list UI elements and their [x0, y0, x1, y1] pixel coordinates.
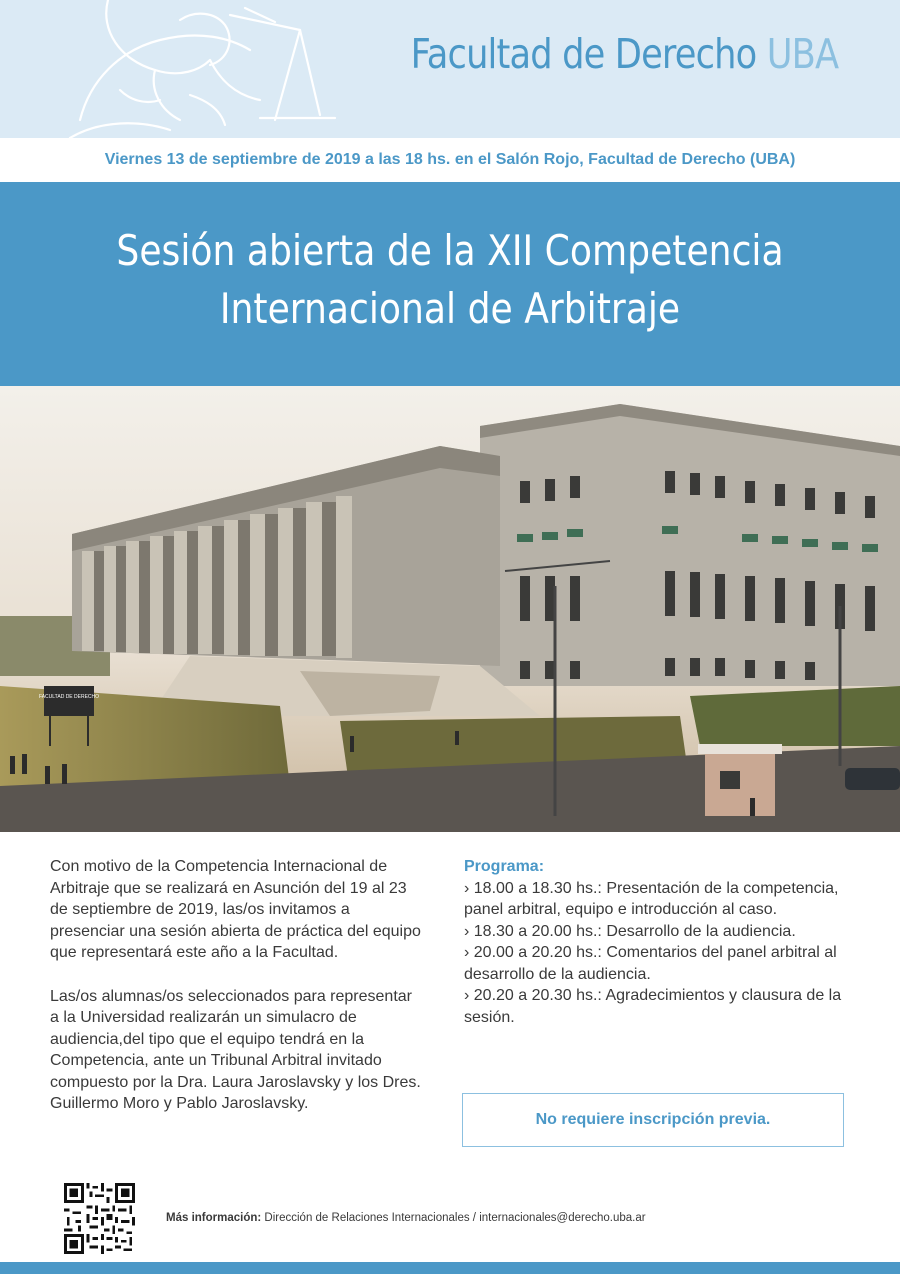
- registration-notice: No requiere inscripción previa.: [462, 1093, 844, 1147]
- brand-main: Facultad de Derecho: [410, 30, 757, 78]
- program: [464, 856, 854, 1028]
- header: [0, 0, 900, 138]
- program-item: › 20.20 a 20.30 hs.: Agradecimientos y clausura de la sesión.: [464, 987, 842, 1026]
- campus-sign-text: FACULTAD DE DERECHO: [38, 694, 100, 700]
- event-date-line: Viernes 13 de septiembre de 2019 a las 18 hs. en el Salón Rojo, Facultad de Derecho (UBA): [104, 151, 796, 168]
- brand-accent: UBA: [766, 30, 838, 78]
- title-banner: [0, 182, 900, 386]
- description: [50, 856, 422, 1137]
- building-photo: [0, 386, 900, 832]
- qr-code-icon: [64, 1183, 135, 1254]
- program-item: › 18.30 a 20.00 hs.: Desarrollo de la audiencia.: [464, 922, 796, 940]
- description-paragraph-1: Con motivo de la Competencia Internacional de Arbitraje que se realizará en Asunción del 19 al 23 de septiembre de 2019, las/os invitamos a presenciar una sesión abierta de práctica del equipo que representará este año a la Facultad.: [50, 858, 421, 961]
- program-item: › 18.00 a 18.30 hs.: Presentación de la competencia, panel arbitral, equipo e introducción al caso.: [464, 879, 839, 918]
- bottom-bar: [0, 1262, 900, 1274]
- program-title: Programa:: [464, 858, 545, 875]
- more-info-label: Más información:: [166, 1212, 262, 1224]
- event-title: [63, 222, 837, 338]
- event-title-line1: Sesión abierta de la XII Competencia: [116, 226, 784, 275]
- more-info-text: Dirección de Relaciones Internacionales / internacionales@derecho.uba.ar: [261, 1212, 646, 1224]
- more-info: [166, 1212, 646, 1224]
- justice-figure-icon: [60, 0, 360, 138]
- faculty-building-illustration: [0, 386, 900, 832]
- event-title-line2: Internacional de Arbitraje: [219, 284, 681, 333]
- program-item: › 20.00 a 20.20 hs.: Comentarios del panel arbitral al desarrollo de la audiencia.: [464, 944, 837, 983]
- brand-title: [410, 30, 838, 78]
- description-paragraph-2: Las/os alumnas/os seleccionados para representar a la Universidad realizarán un simulacro de audiencia,del tipo que el equipo tendrá en la Competencia, ante un Tribunal Arbitral invitado compuesto por la Dra. Laura Jaroslavsky y los Dres. Guillermo Moro y Pablo Jaroslavsky.: [50, 987, 421, 1112]
